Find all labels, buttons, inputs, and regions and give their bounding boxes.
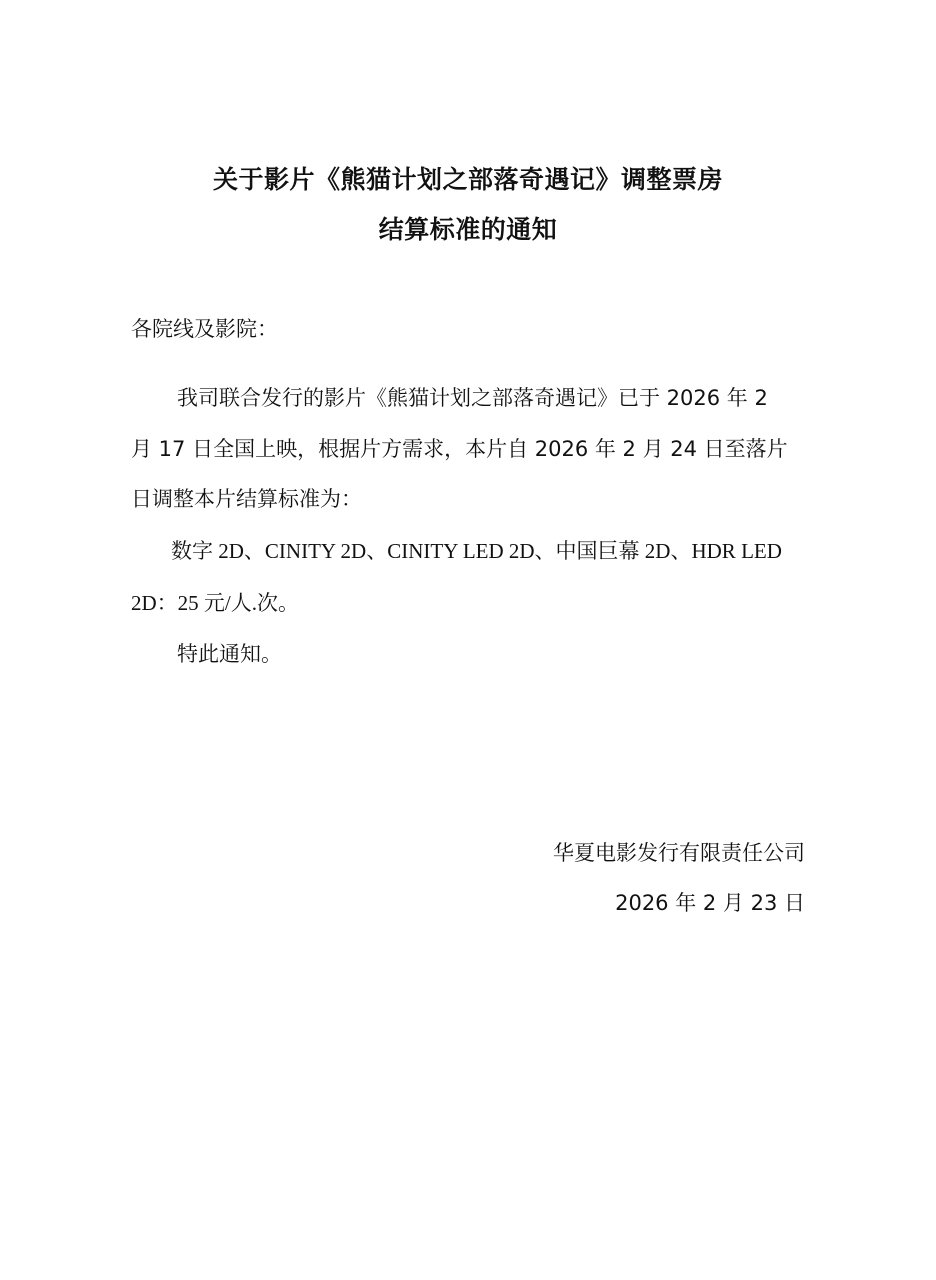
salutation: 各院线及影院：	[131, 317, 278, 341]
closing-text: 特此通知。	[177, 642, 282, 666]
paragraph-1-line-2: 月 17 日全国上映，根据片方需求，本片自 2026 年 2 月 24 日至落片	[131, 437, 788, 461]
notice-title-line-1: 关于影片《熊猫计划之部落奇遇记》调整票房	[212, 165, 723, 194]
paragraph-2-line-1: 数字 2D、CINITY 2D、CINITY LED 2D、中国巨幕 2D、HDR LED	[171, 539, 782, 563]
paragraph-1-line-3: 日调整本片结算标准为：	[131, 487, 362, 511]
paragraph-2-line-2: 2D：25 元/人.次。	[131, 591, 299, 615]
notice-title-line-2: 结算标准的通知	[378, 215, 558, 244]
signature-organization: 华夏电影发行有限责任公司	[553, 841, 805, 865]
paragraph-1-line-1: 我司联合发行的影片《熊猫计划之部落奇遇记》已于 2026 年 2	[177, 386, 768, 410]
signature-date: 2026 年 2 月 23 日	[615, 891, 805, 915]
